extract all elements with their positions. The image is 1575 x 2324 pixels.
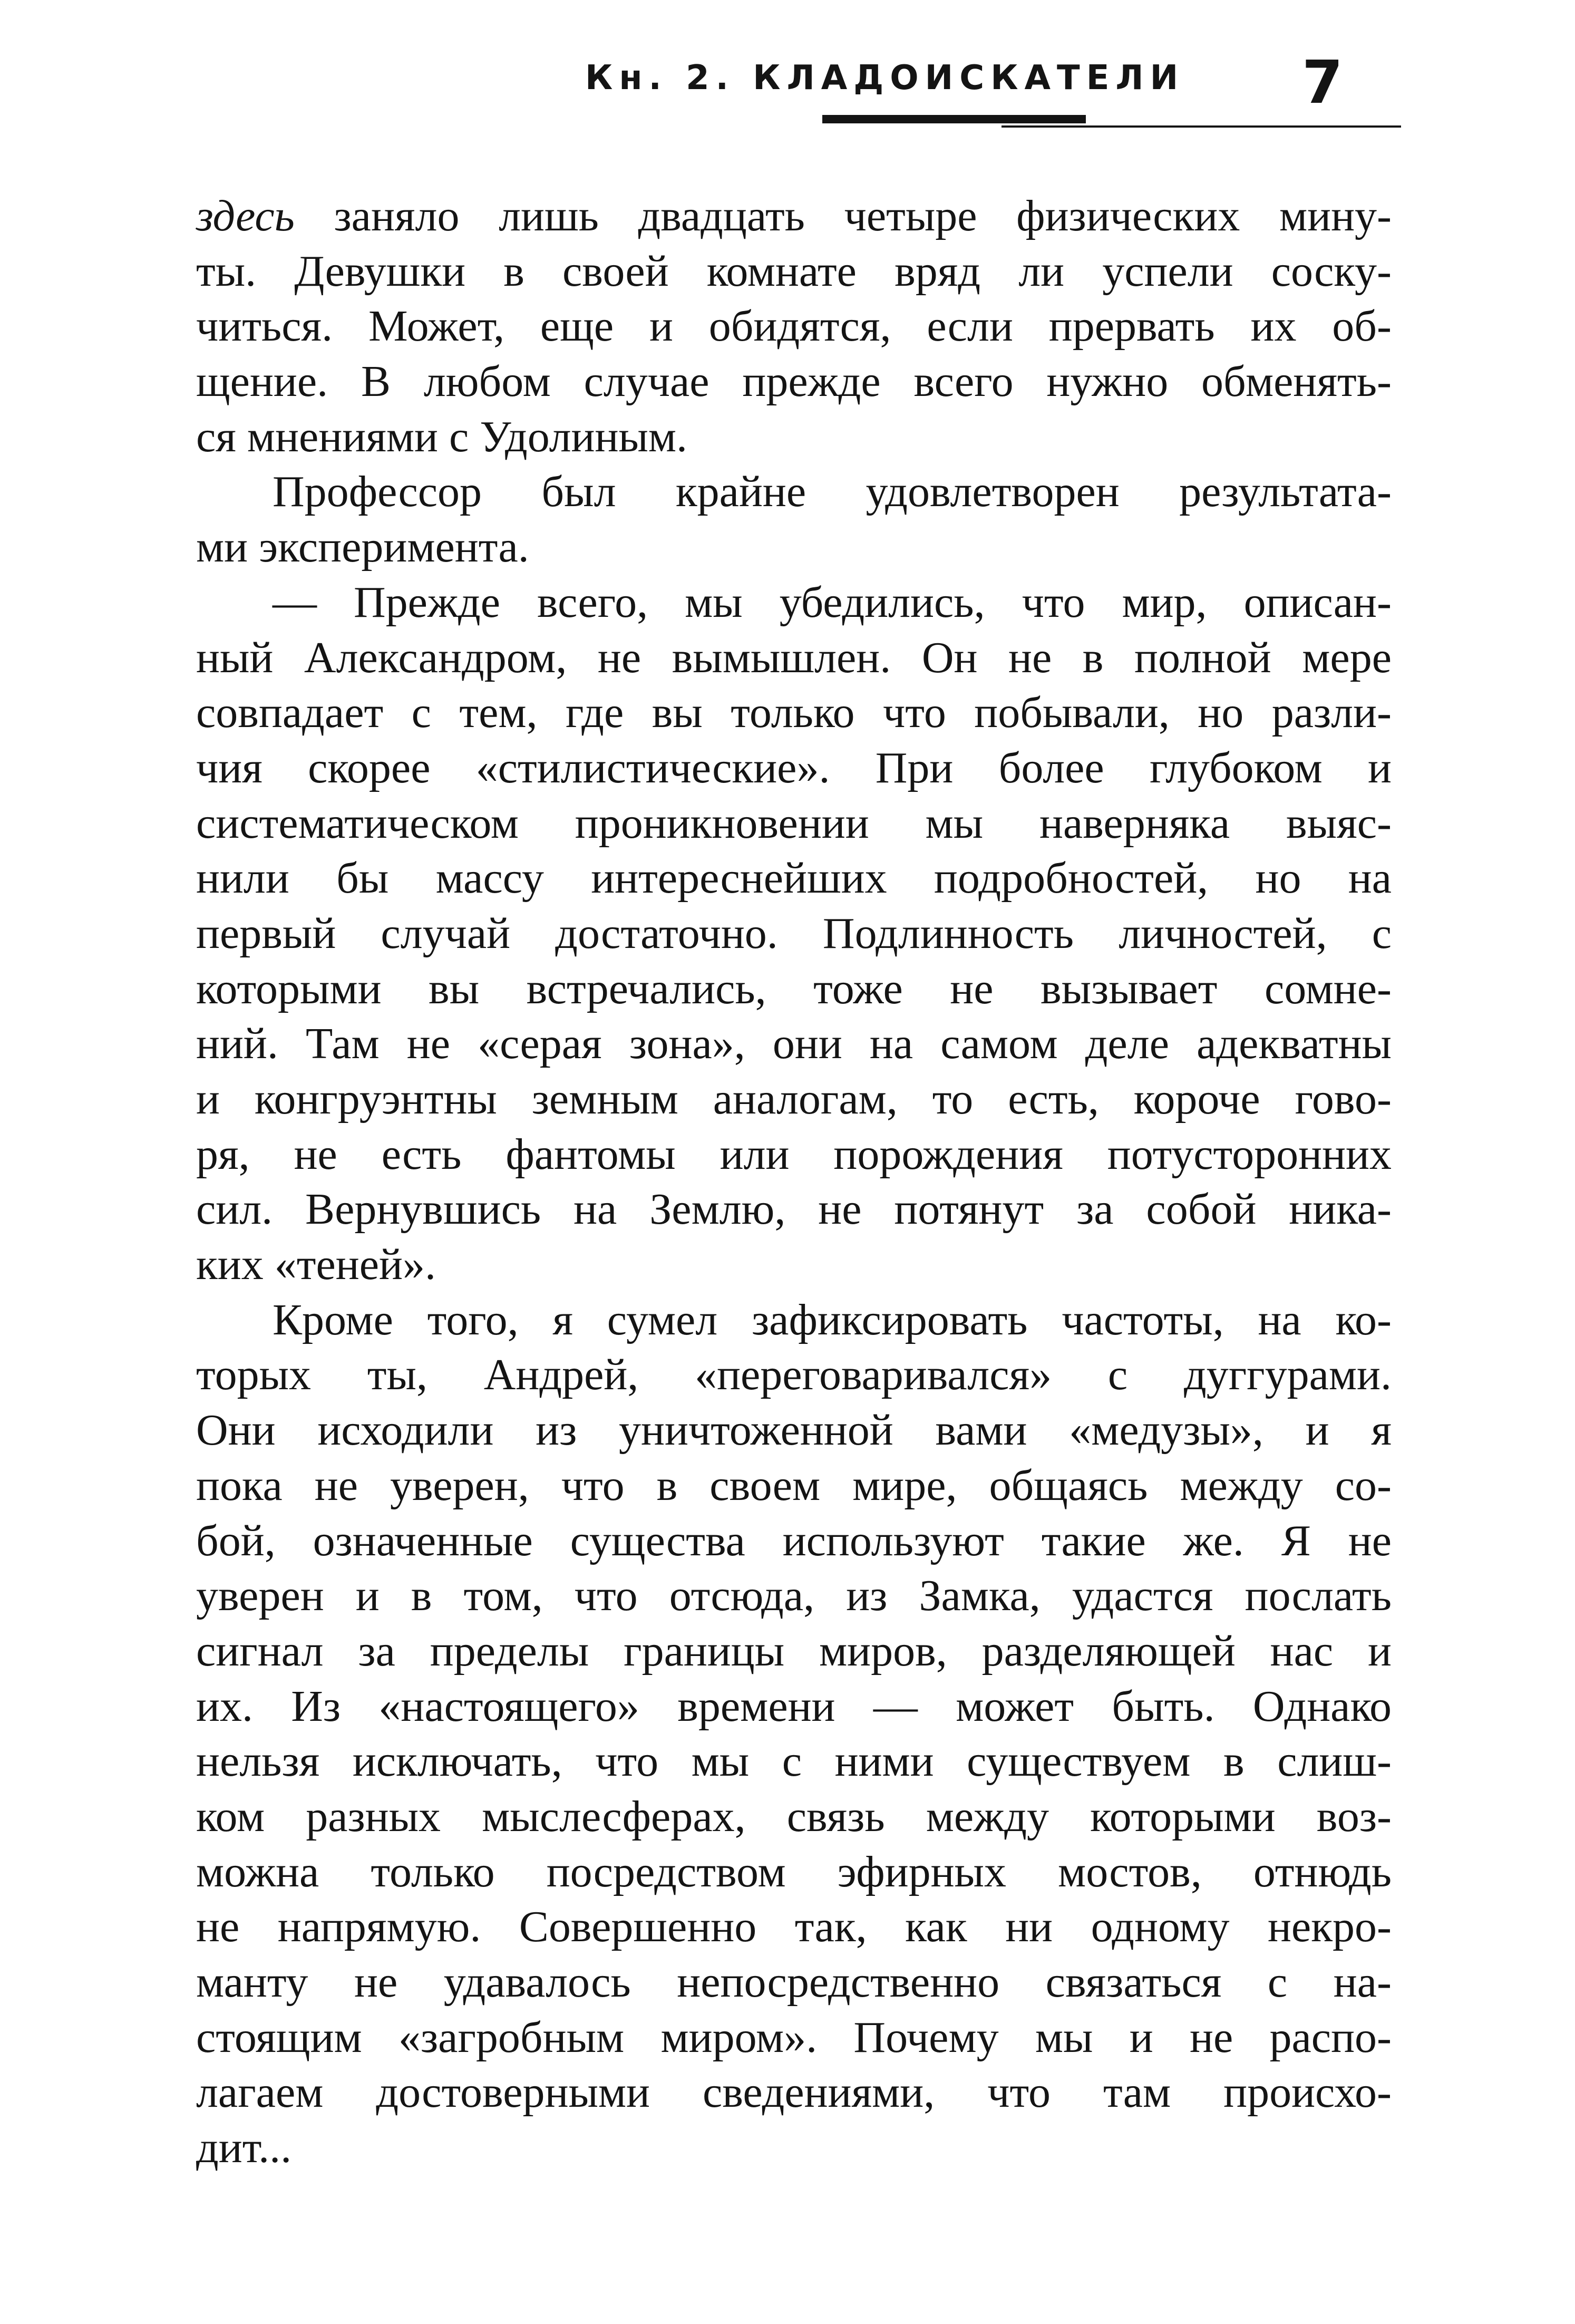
line-text: и конгруэнтны земным аналогам, то есть, короче гово- [196, 1074, 1392, 1124]
line-text: чия скорее «стилистические». При более глубоком и [196, 743, 1392, 792]
line-text: Они исходили из уничтоженной вами «медузы», и я [196, 1406, 1392, 1455]
line-text: Кроме того, я сумел зафиксировать частоты, на ко- [273, 1295, 1392, 1344]
text-line [196, 1182, 1392, 1237]
line-text: уверен и в том, что отсюда, из Замка, удастся послать [196, 1571, 1392, 1621]
line-text: ря, не есть фантомы или порождения потусторонних [196, 1129, 1392, 1179]
text-line [196, 189, 1392, 244]
line-text: пока не уверен, что в своем мире, общаясь между со- [196, 1460, 1392, 1510]
line-text: заняло лишь двадцать четыре физических мину- [294, 191, 1392, 240]
line-text: не напрямую. Совершенно так, как ни одному некро- [196, 1902, 1392, 1952]
text-line [196, 1237, 1392, 1293]
text-line [196, 1900, 1392, 1955]
text-line [196, 851, 1392, 906]
text-line [196, 1955, 1392, 2010]
line-text: ких «теней». [196, 1240, 436, 1290]
line-text: которыми вы встречались, тоже не вызывает сомне- [196, 964, 1392, 1013]
text-line [196, 1072, 1392, 1127]
text-line [196, 1845, 1392, 1900]
body-text [196, 189, 1392, 2176]
text-line [196, 1403, 1392, 1458]
line-text: систематическом проникновении мы наверняка выяс- [196, 798, 1392, 848]
text-line [196, 1127, 1392, 1183]
text-line [196, 464, 1392, 520]
paragraph [196, 189, 1392, 464]
text-line [196, 299, 1392, 354]
line-text: сил. Вернувшись на Землю, не потянут за собой ника- [196, 1185, 1392, 1234]
line-text: Профессор был крайне удовлетворен результата- [273, 467, 1392, 517]
line-text: их. Из «настоящего» времени — может быть. Однако [196, 1681, 1392, 1731]
line-text: читься. Может, еще и обидятся, если прервать их об- [196, 302, 1392, 351]
text-line [196, 962, 1392, 1017]
text-line [196, 906, 1392, 962]
line-text: щение. В любом случае прежде всего нужно обменять- [196, 357, 1392, 406]
text-line [196, 1624, 1392, 1679]
line-text: стоящим «загробным миром». Почему мы и не распо- [196, 2012, 1392, 2062]
line-text: манту не удавалось непосредственно связаться с на- [196, 1958, 1392, 2007]
header-rule-thin [1002, 125, 1401, 128]
text-line [196, 631, 1392, 686]
paragraph [196, 575, 1392, 1293]
text-line [196, 410, 1392, 465]
line-text: первый случай достаточно. Подлинность личностей, с [196, 908, 1392, 958]
line-text: торых ты, Андрей, «переговаривался» с дуггурами. [196, 1350, 1392, 1400]
line-text: ми эксперимента. [196, 522, 529, 572]
paragraph [196, 1293, 1392, 2176]
text-line [196, 1293, 1392, 1348]
header-rule-thick [822, 115, 1086, 123]
line-text: можна только посредством эфирных мостов, отнюдь [196, 1847, 1392, 1896]
line-text: ный Александром, не вымышлен. Он не в полной мере [196, 633, 1392, 682]
running-title: Кн. 2. КЛАДОИСКАТЕЛИ [585, 59, 1185, 98]
line-text: совпадает с тем, где вы только что побывали, но разли- [196, 688, 1392, 738]
line-text: бой, означенные существа используют такие же. Я не [196, 1516, 1392, 1565]
text-line [196, 1789, 1392, 1845]
text-line [196, 685, 1392, 741]
text-line [196, 1734, 1392, 1789]
text-line [196, 796, 1392, 851]
text-line [196, 1016, 1392, 1072]
page-number: 7 [1302, 49, 1343, 117]
text-line [196, 1568, 1392, 1624]
text-line [196, 2065, 1392, 2120]
line-text: ком разных мыслесферах, связь между которыми воз- [196, 1792, 1392, 1841]
line-text: дит... [196, 2123, 292, 2173]
line-text: ты. Девушки в своей комнате вряд ли успели соску- [196, 246, 1392, 296]
text-line [196, 741, 1392, 796]
paragraph [196, 464, 1392, 575]
italic-word: здесь [196, 191, 295, 240]
text-line [196, 2120, 1392, 2176]
line-text: ся мнениями с Удолиным. [196, 412, 687, 461]
line-text: ний. Там не «серая зона», они на самом деле адекватны [196, 1019, 1392, 1069]
line-text: — Прежде всего, мы убедились, что мир, описан- [273, 577, 1392, 627]
text-line [196, 1679, 1392, 1735]
text-line [196, 354, 1392, 410]
text-line [196, 520, 1392, 575]
line-text: лагаем достоверными сведениями, что там происхо- [196, 2068, 1392, 2117]
text-line [196, 1514, 1392, 1569]
text-line [196, 2010, 1392, 2066]
line-text: нили бы массу интереснейших подробностей, но на [196, 854, 1392, 903]
text-line [196, 244, 1392, 299]
text-line [196, 575, 1392, 631]
line-text: нельзя исключать, что мы с ними существуем в слиш- [196, 1737, 1392, 1786]
text-line [196, 1458, 1392, 1514]
text-line [196, 1348, 1392, 1403]
line-text: сигнал за пределы границы миров, разделяющей нас и [196, 1626, 1392, 1676]
